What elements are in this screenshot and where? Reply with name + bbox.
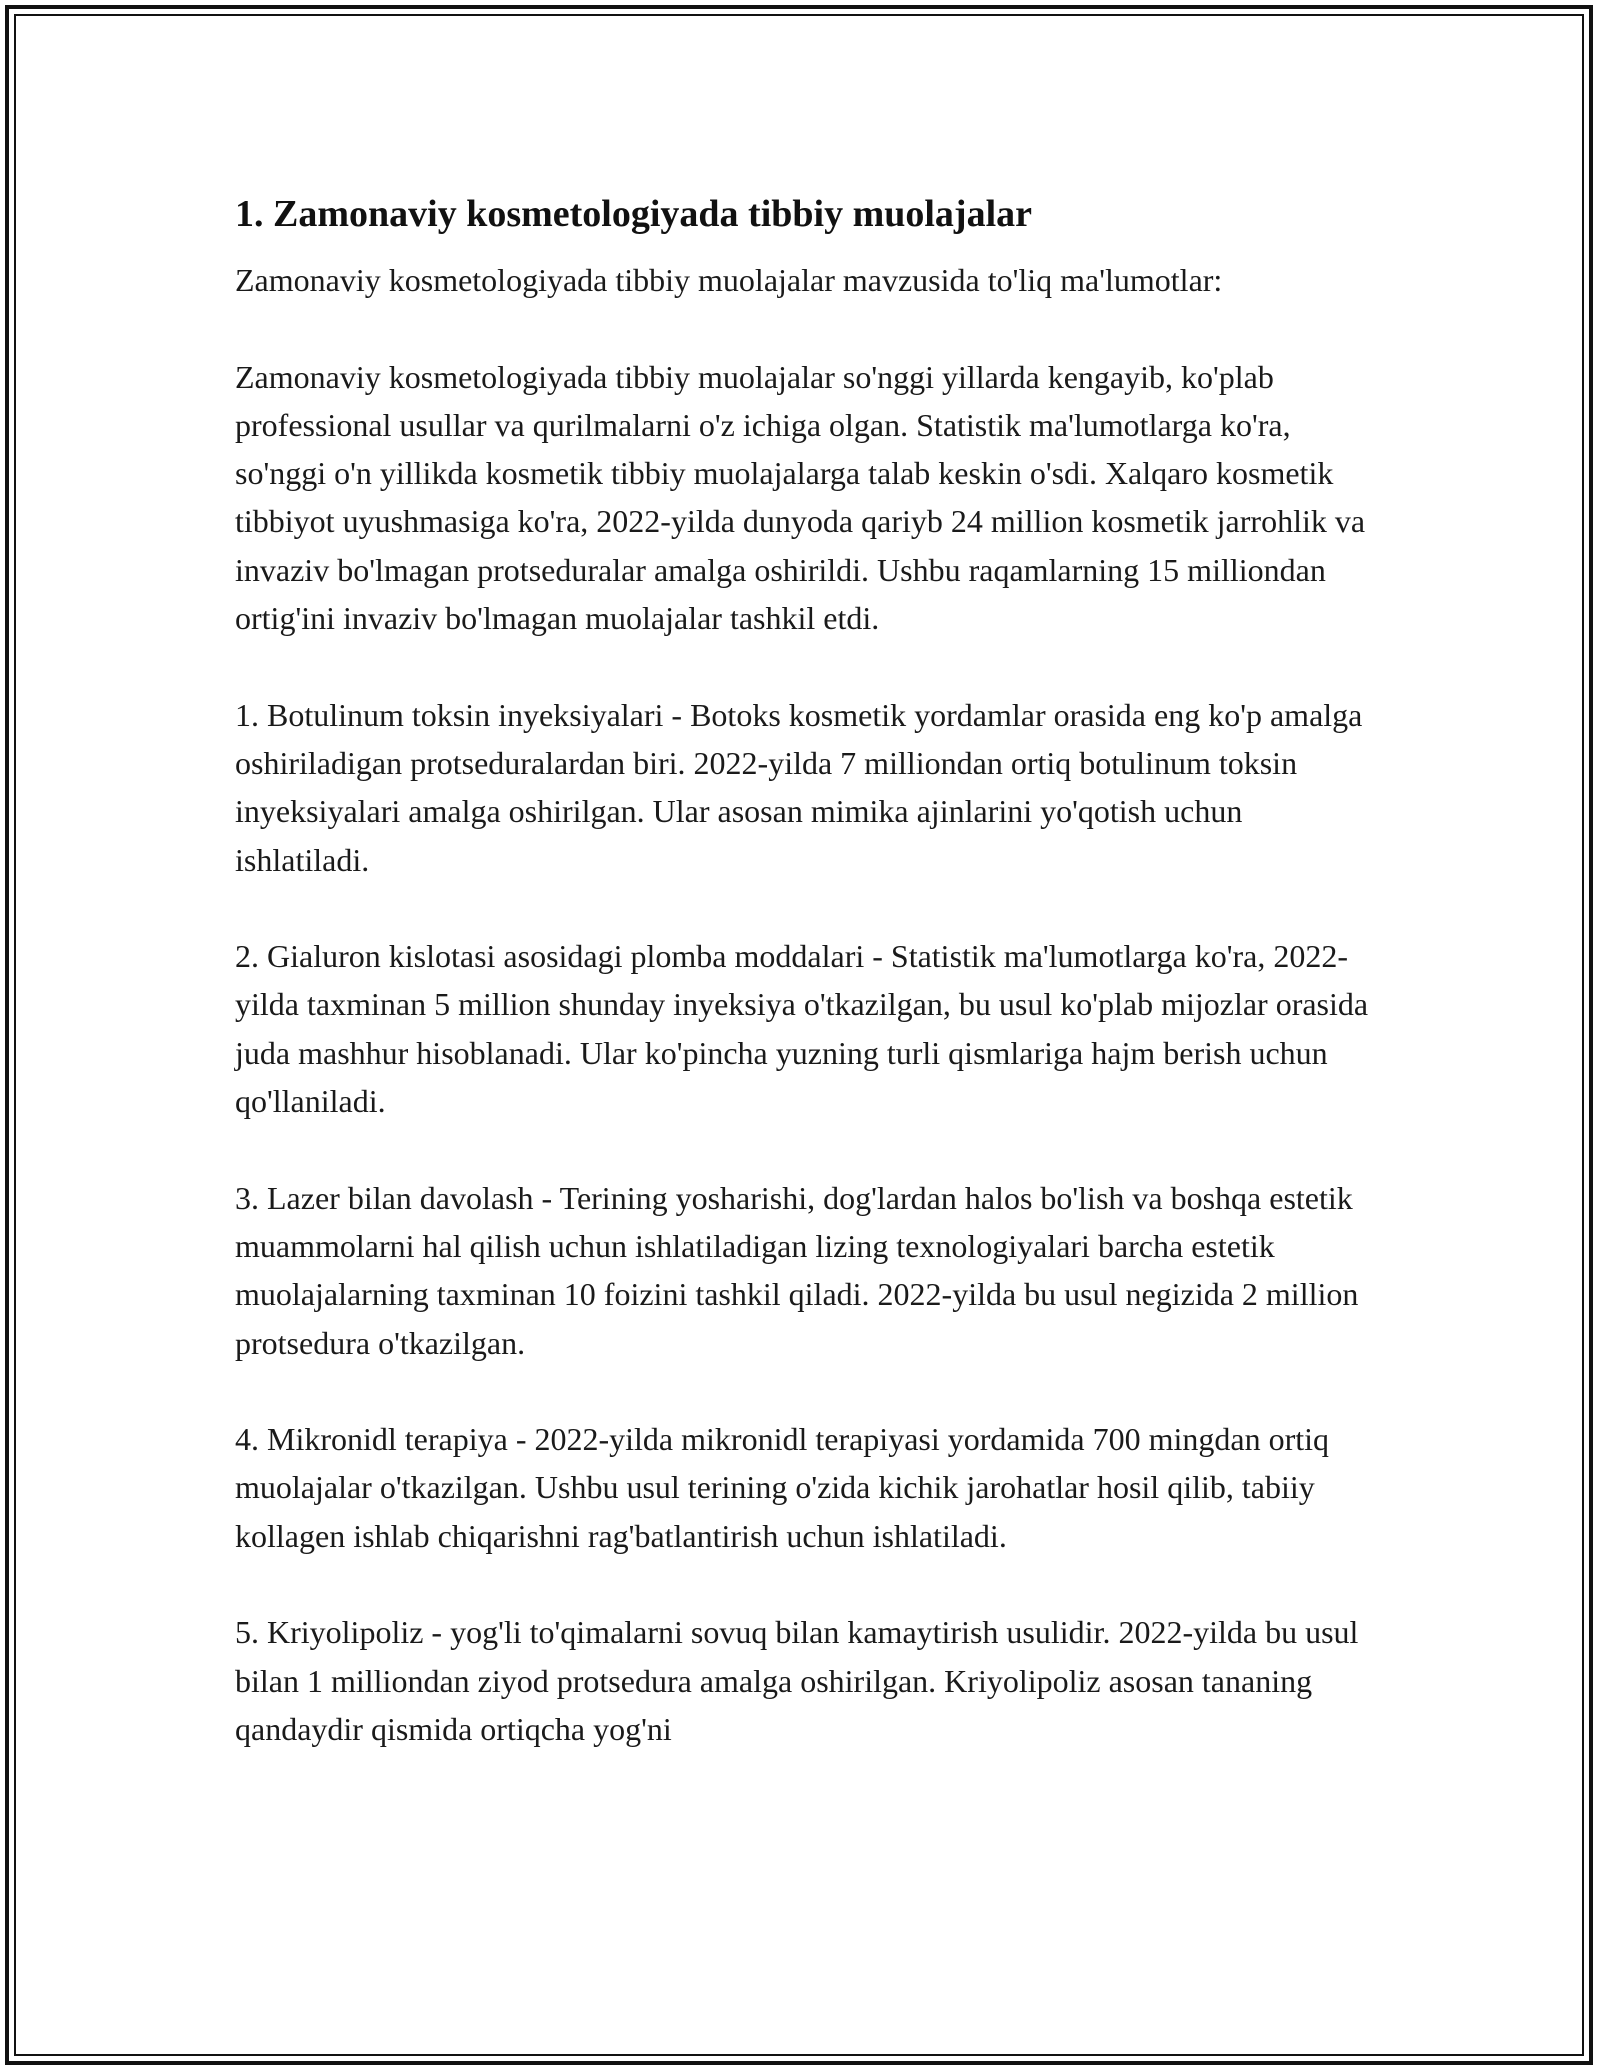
document-title: 1. Zamonaviy kosmetologiyada tibbiy muolajalar	[235, 193, 1032, 235]
overview-paragraph: Zamonaviy kosmetologiyada tibbiy muolajalar so'nggi yillarda kengayib, ko'plab professional usullar va qurilmalarni o'z ichiga olgan. Statistik ma'lumotlarga ko'ra, so'nggi o'n yillikda kosmetik tibbiy muolajalarga talab keskin o'sdi. Xalqaro kosmetik tibbiyot uyushmasiga ko'ra, 2022-yilda dunyoda qariyb 24 million kosmetik jarrohlik va invaziv bo'lmagan protseduralar amalga oshirildi. Ushbu raqamlarning 15 milliondan ortig'ini invaziv bo'lmagan muolajalar tashkil etdi.	[235, 358, 1366, 637]
list-item-laser: 3. Lazer bilan davolash - Terining yosharishi, dog'lardan halos bo'lish va boshqa estetik muammolarni hal qilish uchun ishlatiladigan lizing texnologiyalari barcha estetik muolajalarning taxminan 10 foizini tashkil qiladi. 2022-yilda bu usul negizida 2 million protsedura o'tkazilgan.	[235, 1179, 1359, 1361]
list-item-hyaluronic: 2. Gialuron kislotasi asosidagi plomba moddalari - Statistik ma'lumotlarga ko'ra, 2022-yilda taxminan 5 million shunday inyeksiya o'tkazilgan, bu usul ko'plab mijozlar orasida juda mashhur hisoblanadi. Ular ko'pincha yuzning turli qismlariga hajm berish uchun qo'llaniladi.	[235, 938, 1369, 1120]
document-body	[235, 188, 1375, 1753]
list-item-botulinum: 1. Botulinum toksin inyeksiyalari - Botoks kosmetik yordamlar orasida eng ko'p amalga oshiriladigan protseduralardan biri. 2022-yilda 7 milliondan ortiq botulinum toksin inyeksiyalari amalga oshirilgan. Ular asosan mimika ajinlarini yo'qotish uchun ishlatiladi.	[235, 696, 1363, 878]
list-item-microneedle: 4. Mikronidl terapiya - 2022-yilda mikronidl terapiyasi yordamida 700 mingdan ortiq muolajalar o'tkazilgan. Ushbu usul terining o'zida kichik jarohatlar hosil qilib, tabiiy kollagen ishlab chiqarishni rag'batlantirish uchun ishlatiladi.	[235, 1421, 1329, 1554]
list-item-cryolipolysis: 5. Kriyolipoliz - yog'li to'qimalarni sovuq bilan kamaytirish usulidir. 2022-yilda bu usul bilan 1 milliondan ziyod protsedura amalga oshirilgan. Kriyolipoliz asosan tananing qandaydir qismida ortiqcha yog'ni	[235, 1614, 1359, 1747]
intro-paragraph: Zamonaviy kosmetologiyada tibbiy muolajalar mavzusida to'liq ma'lumotlar:	[235, 262, 1223, 298]
